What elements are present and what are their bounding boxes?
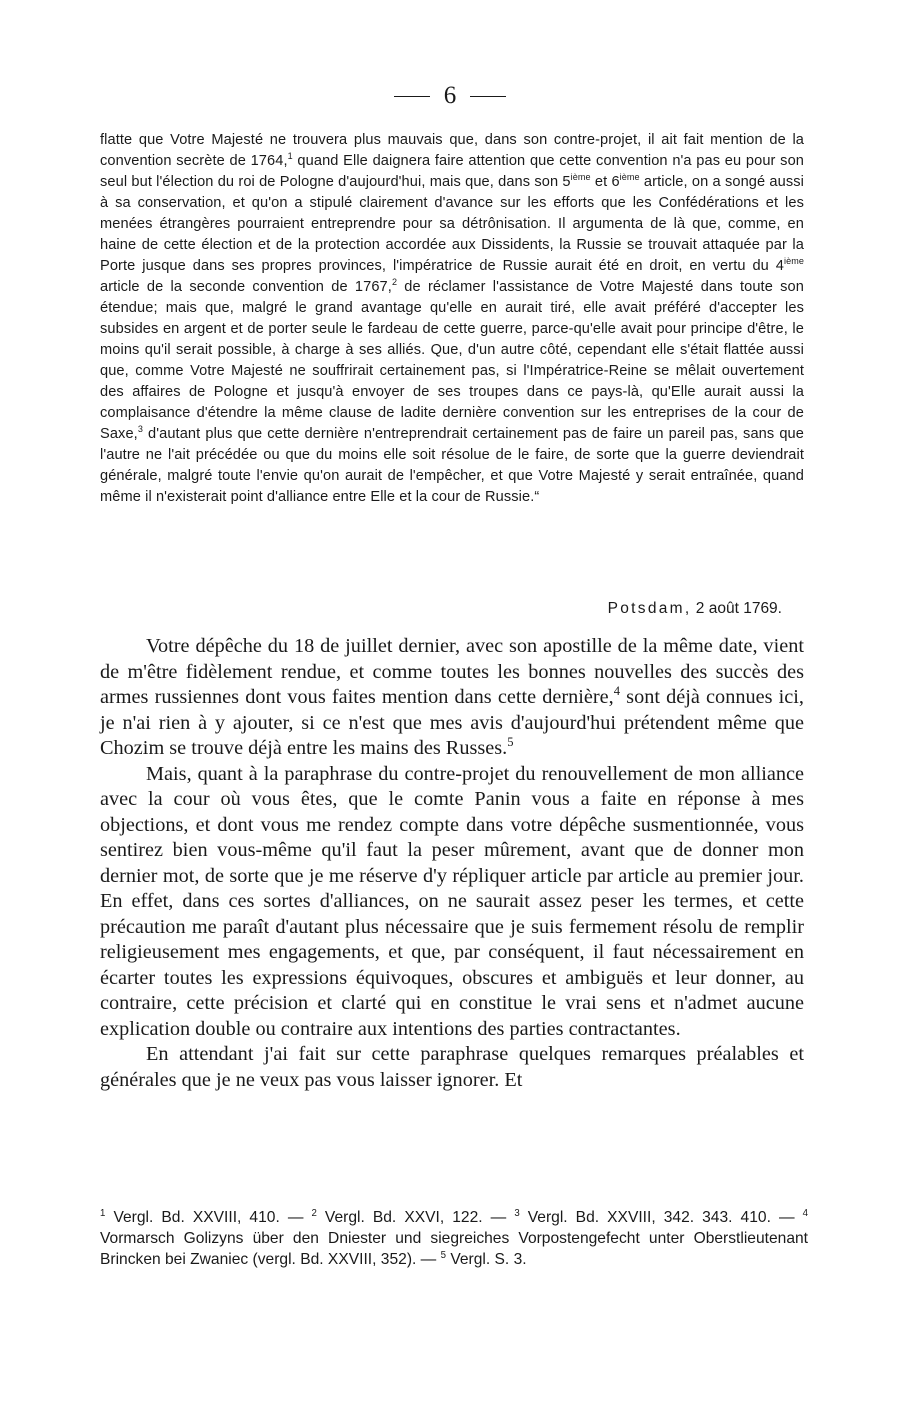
footnotes	[100, 1207, 808, 1270]
text-run: d'autant plus que cette dernière n'entreprendrait certainement pas de faire un pareil pas, sans que l'autre ne l'ait précédée ou que du moins elle soit résolue de le faire, de sorte que la guerre deviendrait générale, malgré toute l'envie qu'on aurait de l'empêcher, et que Votre Majesté y serait entraînée, quand même il n'existerait point d'alliance entre Elle et la cour de Russie.“	[100, 426, 804, 505]
text-run: et 6	[590, 174, 620, 190]
footnote-reference: 4	[613, 684, 621, 699]
footnote-text: Vergl. Bd. XXVIII, 410. —	[113, 1209, 312, 1226]
page-header	[0, 82, 900, 110]
body-paragraph	[100, 762, 804, 1043]
footnote-text: Vergl. S. 3.	[450, 1251, 527, 1268]
footnote-number: 5	[440, 1249, 446, 1261]
text-run: quand Elle daignera faire attention que cette convention n'a pas eu pour son seul but l'élection du roi de Pologne d'aujourd'hui, mais que, dans son 5	[100, 153, 805, 190]
text-run: flatte que Votre Majesté ne trouvera plus mauvais que, dans son contre-projet, il ait fait mention de la convention secrète de 1764,	[100, 132, 804, 169]
footnote-reference: 2	[391, 277, 398, 288]
quoted-report	[100, 130, 804, 508]
letter-body	[100, 634, 804, 1093]
page-number: 6	[443, 82, 457, 109]
footnote-reference: 3	[137, 424, 143, 435]
header-rule-right	[470, 96, 506, 97]
footnote-number: 4	[802, 1207, 808, 1219]
footnote-text: Vergl. Bd. XXVI, 122. —	[324, 1209, 515, 1226]
body-paragraph	[100, 634, 804, 762]
footnote-number: 3	[514, 1207, 520, 1219]
text-run: de réclamer l'assistance de Votre Majesté dans toute son étendue; mais que, malgré le grand avantage qu'elle en aurait tiré, elle avait préféré d'accepter les subsides en argent et de porter seule le fardeau de cette guerre, parce-qu'elle avait pour principe d'être, le moins qu'il serait possible, à charge à ses alliés. Que, d'un autre côté, cependant elle s'était flattée aussi que, comme Votre Majesté ne souffrirait certainement pas, si l'Impératrice-Reine se mêlait ouvertement des affaires de Pologne et jusqu'à envoyer de ses troupes dans ce pays-là, qu'Elle aurait aussi la complaisance d'étendre la même clause de ladite dernière convention sur les entreprises de la cour de Saxe,	[100, 279, 804, 442]
footnote	[311, 1209, 514, 1226]
footnote-reference: 1	[287, 151, 293, 162]
footnote-text: Vergl. Bd. XXVIII, 342. 343. 410. —	[527, 1209, 803, 1226]
text-run: article, on a songé aussi à sa conservation, et qu'on a stipulé clairement d'avance sur les efforts que les Confédérations et les menées étrangères pourraient entreprendre pour sa détrônisation. Il argumenta de là que, comme, en haine de cette élection et de la protection accordée aux Dissidents, la Russie se trouvait attaquée par la Porte jusque dans ses propres provinces, l'impératrice de Russie aurait été en droit, en vertu du 4	[100, 174, 804, 274]
header-rule-left	[394, 96, 430, 97]
footnote-reference: ième	[619, 172, 640, 183]
dateline-place: Potsdam,	[607, 600, 692, 617]
footnote	[514, 1209, 802, 1226]
footnote-reference: ième	[783, 256, 804, 267]
text-run: article de la seconde convention de 1767,	[100, 279, 392, 295]
footnote-number: 2	[311, 1207, 317, 1219]
body-paragraph	[100, 1042, 804, 1093]
text-run: Votre dépêche du 18 de juillet dernier, avec son apostille de la même date, vient de m'être fidèlement rendue, et comme toutes les bonnes nouvelles des succès des armes russiennes dont vous faites mention dans cette dernière,	[100, 635, 804, 708]
quote-paragraph	[100, 130, 804, 508]
footnote-text: Vormarsch Golizyns über den Dniester und siegreiches Vorpostengefecht unter Oberstlieutenant Brincken bei Zwaniec (vergl. Bd. XXVIII, 352). —	[100, 1230, 808, 1268]
footnote-reference: 5	[507, 735, 514, 750]
footnote-reference: ième	[570, 172, 591, 183]
footnote	[100, 1209, 311, 1226]
text-run: Mais, quant à la paraphrase du contre-projet du renouvellement de mon alliance avec la cour où vous êtes, que le comte Panin vous a faite en réponse à mes objections, et dont vous me rendez compte dans votre dépêche susmentionnée, vous sentirez bien vous-même qu'il faut la peser mûrement, avant que de donner mon dernier mot, de sorte que je me réserve d'y répliquer article par article au premier jour. En effet, dans ces sortes d'alliances, on ne saurait assez peser les termes, et cette précaution me paraît d'autant plus nécessaire que je suis fermement résolu de remplir religieusement mes engagements, et que, par conséquent, il faut nécessairement en écarter toutes les expressions équivoques, obscures et ambiguës et leur donner, au contraire, cette précision et clarté qui en constitue le vrai sens et n'admet aucune explication double ou contraire aux intentions des parties contractantes.	[100, 762, 804, 1040]
text-run: En attendant j'ai fait sur cette paraphrase quelques remarques préalables et générales que je ne veux pas vous laisser ignorer. Et	[100, 1043, 804, 1091]
footnote-number: 1	[100, 1207, 106, 1219]
footnote	[441, 1251, 527, 1268]
text-run: sont déjà connues ici, je n'ai rien à y ajouter, si ce n'est que mes avis d'aujourd'hui prétendent même que Chozim se trouve déjà entre les mains des Russes.	[100, 686, 804, 759]
dateline	[608, 599, 782, 619]
dateline-date: 2 août 1769.	[695, 600, 782, 617]
